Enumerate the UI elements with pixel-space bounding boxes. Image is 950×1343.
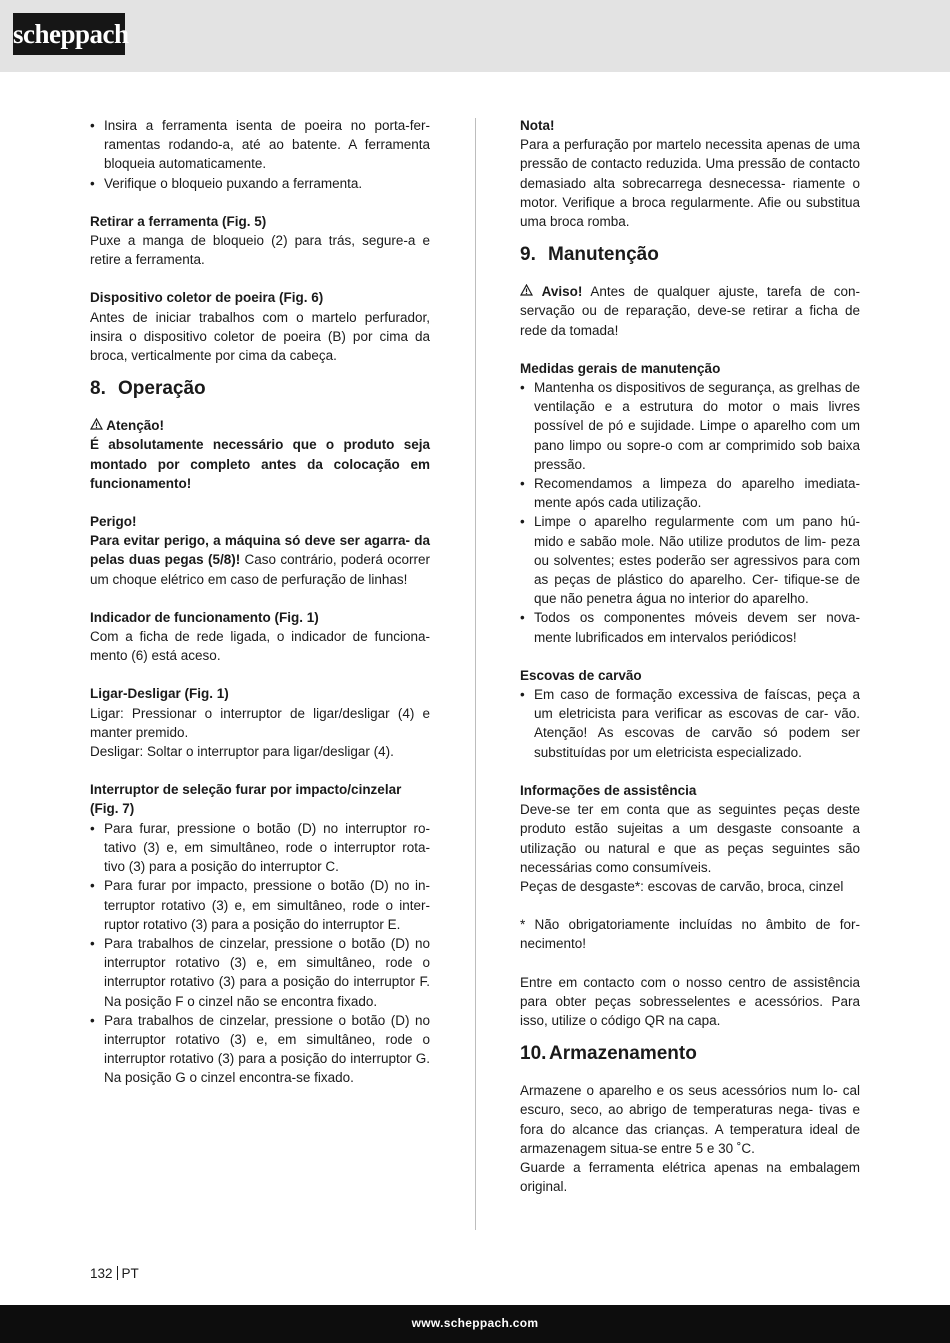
attention-label: Atenção! xyxy=(106,418,165,434)
warning-text: Antes de qualquer ajuste, tarefa de con- servação ou de reparação, deve-se retirar a ficha de rede da tomada! xyxy=(520,284,860,338)
note-text: Para a perfuração por martelo necessita apenas de uma pressão de contacto reduzida. Uma pressão de contacto demasiado alta sobrecarrega desnecessa- riamente o motor. Verifique a broca regularmente. Afie ou substitua uma broca romba. xyxy=(520,137,860,230)
left-column xyxy=(90,116,430,1088)
list-item: • Limpe o aparelho regularmente com um pano hú- mido e sabão mole. Não utilize produtos de lim- peza ou solventes; estes poderão ser agressivos para com as peças de plástico do aparelho. Cer- tifique-se de que não penetra água no interior do aparelho. xyxy=(520,512,860,608)
list-item: • Para furar, pressione o botão (D) no interruptor ro- tativo (3) e, em simultâneo, rode o interruptor rota- tivo (3) para a posição do interruptor C. xyxy=(90,819,430,877)
column-divider xyxy=(475,118,476,1230)
list-item: • Todos os componentes móveis devem ser nova- mente lubrificados em intervalos periódicos! xyxy=(520,608,860,646)
language-code: PT xyxy=(121,1266,139,1281)
page-number: 132 xyxy=(90,1266,113,1281)
warning-paragraph xyxy=(520,282,860,340)
paragraph-on: Ligar: Pressionar o interruptor de ligar/desligar (4) e manter premido. xyxy=(90,705,430,740)
paragraph-service-info: Deve-se ter em conta que as seguintes peças deste produto estão sujeitas a um desgaste consoante a utilização ou natural e que as peças seguintes são necessárias como consumíveis. xyxy=(520,802,860,875)
danger-paragraph xyxy=(90,531,430,589)
paragraph-storage: Armazene o aparelho e os seus acessórios num lo- cal escuro, seco, ao abrigo de temperaturas nega- tivas e fora do alcance das crianças. A temperatura ideal de armazenagem situa-se entre 5 e 30 ˚C. xyxy=(520,1083,860,1156)
paragraph-indicator: Com a ficha de rede ligada, o indicador de funciona- mento (6) está aceso. xyxy=(90,629,430,664)
list-item: • Recomendamos a limpeza do aparelho imediata- mente após cada utilização. xyxy=(520,474,860,512)
section-heading-10 xyxy=(520,1042,860,1066)
footer-bar xyxy=(0,1305,950,1343)
list-item: • Para trabalhos de cinzelar, pressione o botão (D) no interruptor rotativo (3) e, em simultâneo, rode o interruptor rotativo (3) para a posição do interruptor F. Na posição F o cinzel não se encontra fixado. xyxy=(90,934,430,1011)
subheading-selector-switch: Interruptor de seleção furar por impacto/cinzelar (Fig. 7) xyxy=(90,782,402,817)
section-number: 10. xyxy=(520,1043,547,1065)
list-item: • Mantenha os dispositivos de segurança, as grelhas de ventilação e a estrutura do motor o mais livres possível de pó e sujidade. Limpe o aparelho com um pano limpo ou sopre-o com ar comprimido sob baixa pressão. xyxy=(520,378,860,474)
warning-label: Aviso! xyxy=(541,284,583,300)
right-column xyxy=(520,116,860,1196)
subheading-service-info: Informações de assistência xyxy=(520,782,697,798)
intro-bullet-list xyxy=(90,116,430,193)
paragraph-wear-parts: Peças de desgaste*: escovas de carvão, broca, cinzel xyxy=(520,878,844,894)
attention-line xyxy=(90,416,430,435)
list-item: • Insira a ferramenta isenta de poeira no porta-fer- ramentas rodando-a, até ao batente. A ferramenta bloqueia automaticamente. xyxy=(90,116,430,174)
subheading-dust-collector: Dispositivo coletor de poeira (Fig. 6) xyxy=(90,290,324,306)
header-band xyxy=(0,0,950,72)
warning-triangle-icon xyxy=(520,282,533,301)
list-item: • Verifique o bloqueio puxando a ferramenta. xyxy=(90,174,430,193)
subheading-indicator: Indicador de funcionamento (Fig. 1) xyxy=(90,609,319,625)
section-number: 8. xyxy=(90,378,106,400)
paragraph-storage-packaging: Guarde a ferramenta elétrica apenas na embalagem original. xyxy=(520,1159,860,1195)
subheading-on-off: Ligar-Desligar (Fig. 1) xyxy=(90,686,229,702)
section-heading-8 xyxy=(90,377,430,401)
footnote: * Não obrigatoriamente incluídas no âmbito de for- necimento! xyxy=(520,917,860,952)
subheading-remove-tool: Retirar a ferramenta (Fig. 5) xyxy=(90,213,267,229)
list-item: • Em caso de formação excessiva de faíscas, peça a um eletricista para verificar as escovas de car- vão. Atenção! As escovas de carvão só podem ser substituídas por um eletricista especializado. xyxy=(520,685,860,762)
selector-bullet-list xyxy=(90,819,430,1088)
brand-logo: scheppach xyxy=(13,13,125,55)
list-item: • Para furar por impacto, pressione o botão (D) no in- terruptor rotativo (3) e, em simultâneo, rode o inter- ruptor rotativo (3) para a posição do interruptor E. xyxy=(90,876,430,934)
footer-separator xyxy=(117,1266,118,1280)
section-number: 9. xyxy=(520,244,536,266)
section-title: Manutenção xyxy=(548,244,659,266)
website-url: www.scheppach.com xyxy=(411,1316,539,1330)
paragraph-contact: Entre em contacto com o nosso centro de assistência para obter peças sobresselentes e acessórios. Para isso, utilize o código QR na capa. xyxy=(520,974,860,1028)
paragraph-off: Desligar: Soltar o interruptor para ligar/desligar (4). xyxy=(90,744,394,760)
note-label: Nota! xyxy=(520,118,555,133)
danger-bold-text: Para evitar perigo, a máquina só deve ser agarra- da pelas duas pegas (5/8)! xyxy=(90,533,430,568)
warning-triangle-icon xyxy=(90,416,103,435)
paragraph-dust-collector: Antes de iniciar trabalhos com o martelo perfurador, insira o dispositivo coletor de poeira (B) por cima da broca, verticalmente por cima da cabeça. xyxy=(90,309,430,364)
danger-label: Perigo! xyxy=(90,514,137,530)
section-title: Operação xyxy=(118,378,206,400)
attention-text: É absolutamente necessário que o produto seja montado por completo antes da colocação em funcionamento! xyxy=(90,437,430,491)
paragraph-remove-tool: Puxe a manga de bloqueio (2) para trás, segure-a e retire a ferramenta. xyxy=(90,233,430,268)
brushes-bullet-list xyxy=(520,685,860,762)
maintenance-bullet-list xyxy=(520,378,860,647)
section-title: Armazenamento xyxy=(549,1043,697,1065)
subheading-carbon-brushes: Escovas de carvão xyxy=(520,667,642,683)
subheading-general-maintenance: Medidas gerais de manutenção xyxy=(520,360,721,376)
list-item: • Para trabalhos de cinzelar, pressione o botão (D) no interruptor rotativo (3) e, em simultâneo, rode o interruptor rotativo (3) para a posição do interruptor G. Na posição G o cinzel encontra-se fixado. xyxy=(90,1011,430,1088)
page-footer-label xyxy=(90,1266,139,1281)
section-heading-9 xyxy=(520,243,860,267)
danger-rest-text: Caso contrário, poderá ocorrer um choque elétrico em caso de perfuração de linhas! xyxy=(90,552,430,587)
